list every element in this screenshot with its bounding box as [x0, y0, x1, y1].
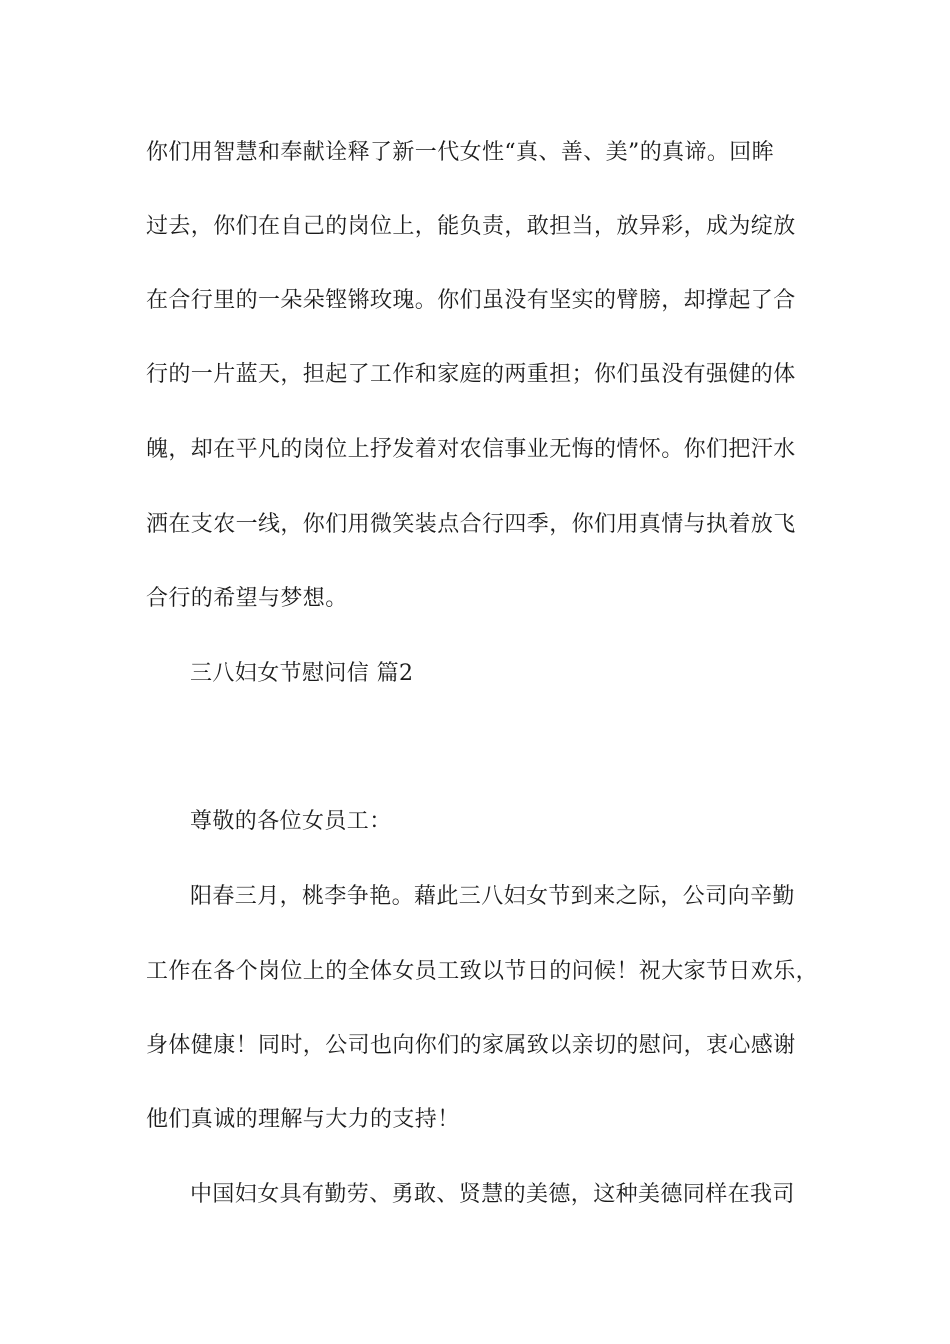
- paragraph-2-line-4: 他们真诚的理解与大力的支持！: [146, 1107, 460, 1132]
- paragraph-1-line-5: 魄，却在平凡的岗位上抒发着对农信事业无悔的情怀。你们把汗水: [146, 437, 796, 462]
- paragraph-1-line-6: 洒在支农一线，你们用微笑装点合行四季，你们用真情与执着放飞: [146, 512, 796, 537]
- paragraph-2-line-2: 工作在各个岗位上的全体女员工致以节日的问候！祝大家节日欢乐，: [146, 959, 819, 984]
- paragraph-2-line-1: 阳春三月，桃李争艳。藉此三八妇女节到来之际，公司向辛勤: [190, 884, 795, 909]
- section-heading: 三八妇女节慰问信 篇2: [190, 661, 414, 686]
- paragraph-3-line-1: 中国妇女具有勤劳、勇敢、贤慧的美德，这种美德同样在我司: [190, 1182, 795, 1207]
- paragraph-1-line-2: 过去，你们在自己的岗位上，能负责，敢担当，放异彩，成为绽放: [146, 214, 796, 239]
- salutation: 尊敬的各位女员工：: [190, 809, 392, 834]
- paragraph-1-line-4: 行的一片蓝天，担起了工作和家庭的两重担；你们虽没有强健的体: [146, 362, 796, 387]
- paragraph-1-line-1: 你们用智慧和奉献诠释了新一代女性“真、善、美”的真谛。回眸: [146, 140, 775, 165]
- paragraph-1-line-3: 在合行里的一朵朵铿锵玫瑰。你们虽没有坚实的臂膀，却撑起了合: [146, 288, 796, 313]
- paragraph-2-line-3: 身体健康！同时，公司也向你们的家属致以亲切的慰问，衷心感谢: [146, 1033, 796, 1058]
- paragraph-1-line-7: 合行的希望与梦想。: [146, 586, 348, 611]
